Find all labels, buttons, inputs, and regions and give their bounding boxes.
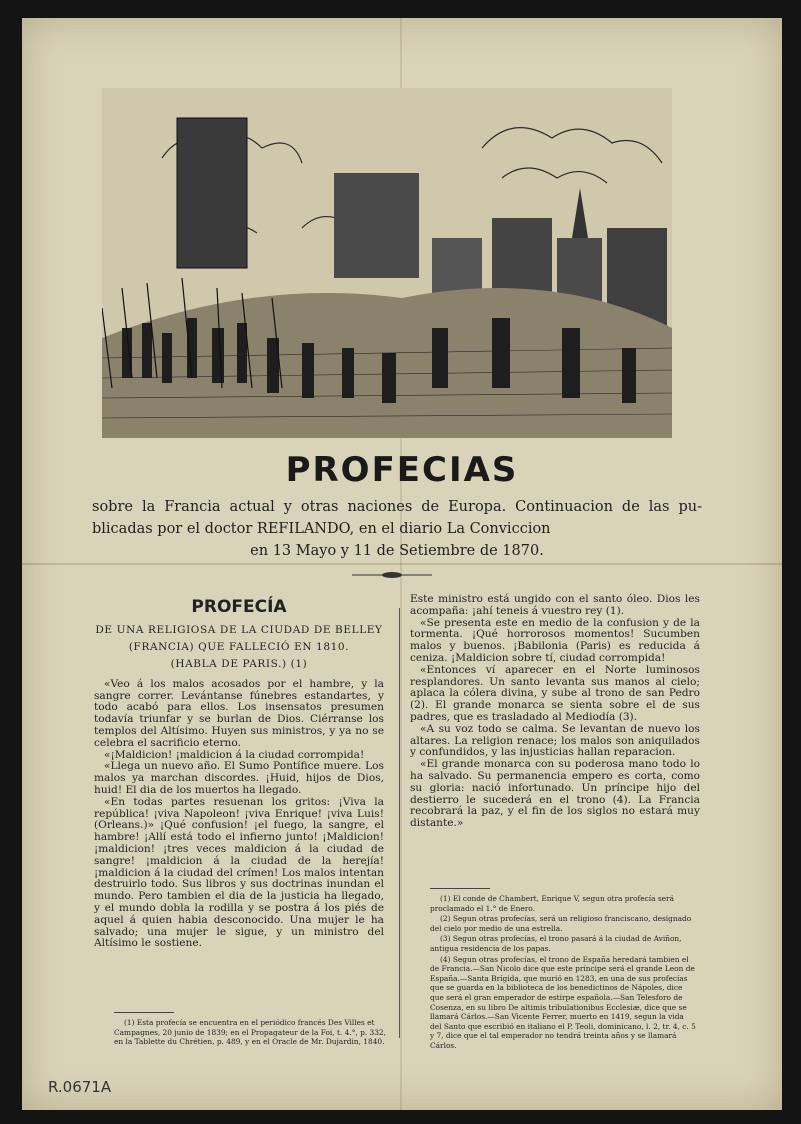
column-divider: [399, 608, 400, 1038]
subtitle-line-1: sobre la Francia actual y otras naciones de Europa. Continuacion de las pu-: [92, 499, 702, 515]
paragraph: «Entonces ví aparecer en el Norte luminosos resplandores. Un santo levanta sus manos al cielo; aplaca la cólera divina, y sube al trono de san Pedro (2). El grande monarca se sienta sobre el de sus padres, que es trasladado al Mediodía (3).: [410, 663, 700, 723]
divider-ornament: [352, 571, 432, 579]
document-subtitle: [92, 496, 702, 562]
prophecy-sub-line-1: DE UNA RELIGIOSA DE LA CIUDAD DE BELLEY: [95, 623, 383, 636]
document-sheet: [22, 18, 782, 1110]
footnote: (1) Esta profecía se encuentra en el periódico francés Des Villes et Campagnes, 20 junio de 1839; en el Propagateur de la Foi, t. 4.°, p. 332, en la Tablette du Chrétien, p. 489, y en el Oracle de Mr. Dujardin, 1840.: [114, 1018, 386, 1047]
footnote: (3) Segun otras profecías, el trono pasará á la ciudad de Aviñon, antigua residencia de los papas.: [430, 934, 682, 953]
footnote-rule-right: [430, 888, 490, 889]
paragraph: «En todas partes resuenan los gritos: ¡Viva la república! ¡viva Napoleon! ¡viva Enrique! ¡viva Luis! (Orleans.)» ¡Qué confusion! ¡el fuego, la sangre, el hambre! ¡Allí está todo el infierno junto! ¡Maldicion! ¡maldicion! ¡tres veces maldicion á la ciudad de sangre! ¡maldicion á la ciudad de la herejía! ¡maldicion á la ciudad del crímen! Los malos intentan destruirlo todo. Sus libros y sus doctrinas inundan el mundo. Pero tambien el dia de la justicia ha llegado, y el mundo dobla la rodilla y se postra á los piés de aquel á quien habia desconocido. Una mujer le ha salvado; una mujer le sigue, y un ministro del Altísimo le sostiene.: [94, 795, 384, 950]
document-title: PROFECIAS: [285, 450, 519, 490]
paragraph: Este ministro está ungido con el santo óleo. Dios les acompaña: ¡ahí teneis á vuestro rey (1).: [410, 593, 700, 617]
footnotes-right: [430, 894, 696, 1052]
subtitle-line-2: blicadas por el doctor REFILANDO, en el diario La Conviccion: [92, 521, 551, 537]
left-column: [94, 592, 384, 950]
paragraph: «El grande monarca con su poderosa mano todo lo ha salvado. Su permanencia empero es corta, como su gloria: nació infortunado. Un príncipe hijo del destierro le sucederá en el trono (4). La Francia recobrará la paz, y el fin de los siglos no estará muy distante.»: [410, 758, 700, 830]
footnotes-left: [114, 1018, 386, 1048]
prophecy-heading: PROFECÍA: [191, 597, 287, 617]
paragraph: «¡Maldicion! ¡maldicion á la ciudad corrompida!: [104, 748, 365, 761]
fold-line-horizontal: [22, 563, 782, 565]
footnote-rule-left: [114, 1012, 174, 1013]
prophecy-sub-line-2: (FRANCIA) QUE FALLECIÓ EN 1810.: [128, 640, 350, 653]
paragraph: «Llega un nuevo año. El Sumo Pontífice muere. Los malos ya marchan discordes. ¡Huid, hijos de Dios, huid! El dia de los muertos ha llegado.: [94, 760, 384, 796]
prophecy-subheading: [94, 622, 384, 673]
footnote: (1) El conde de Chambert, Enrique V, segun otra profecía será proclamado el 1.° de Enero.: [430, 894, 674, 913]
subtitle-line-3: en 13 Mayo y 11 de Setiembre de 1870.: [250, 543, 544, 559]
paragraph: «A su voz todo se calma. Se levantan de nuevo los altares. La religion renace; los malos son aniquilados y confundidos, y las injusticias hallan reparacion.: [410, 722, 700, 759]
battle-engraving-illustration: [102, 88, 672, 438]
footnote: (4) Segun otras profecías, el trono de España heredará tambien el de Francia.—San Nicolo dice que este príncipe será el grande Leon de España.—Santa Brígida, que murió en 1283, en una de sus profecías que se guarda en la biblioteca de los benedictinos de Nápoles, dice que será el gran emperador de estirpe española.—San Telesforo de Cosenza, en su libro De altimis tribulationibus Ecclesiæ, dice que se llamará Cárlos.—San Vicente Ferrer, muerto en 1419, segun la vida del Santo que escribió en italiano el P. Teoli, dominicano, l. 2, tr. 4, c. 5 y 7, dice que el tal emperador no tendrá treinta años y se llamará Cárlos.: [430, 954, 696, 1050]
prophecy-sub-line-3: (HABLA DE PARIS.) (1): [170, 657, 308, 670]
right-column: [410, 594, 700, 830]
paragraph: «Veo á los malos acosados por el hambre, y la sangre correr. Levántanse fúnebres estandartes, y todo acabó para ellos. Los insensatos presumen todavía triunfar y se burlan de Dios. Ciérranse los templos del Altísimo. Huyen sus ministros, y ya no se celebra el sacrificio eterno.: [94, 677, 384, 749]
paragraph: «Se presenta este en medio de la confusion y de la tormenta. ¡Qué horrorosos momentos! Sucumben malos y buenos. ¡Babilonia (Paris) es reducida á ceniza. ¡Maldicion sobre tí, ciudad corrompida!: [410, 616, 700, 664]
archive-stamp: R.0671A: [48, 1078, 112, 1096]
footnote: (2) Segun otras profecías, será un religioso franciscano, designado del cielo por medio de una estrella.: [430, 914, 692, 933]
